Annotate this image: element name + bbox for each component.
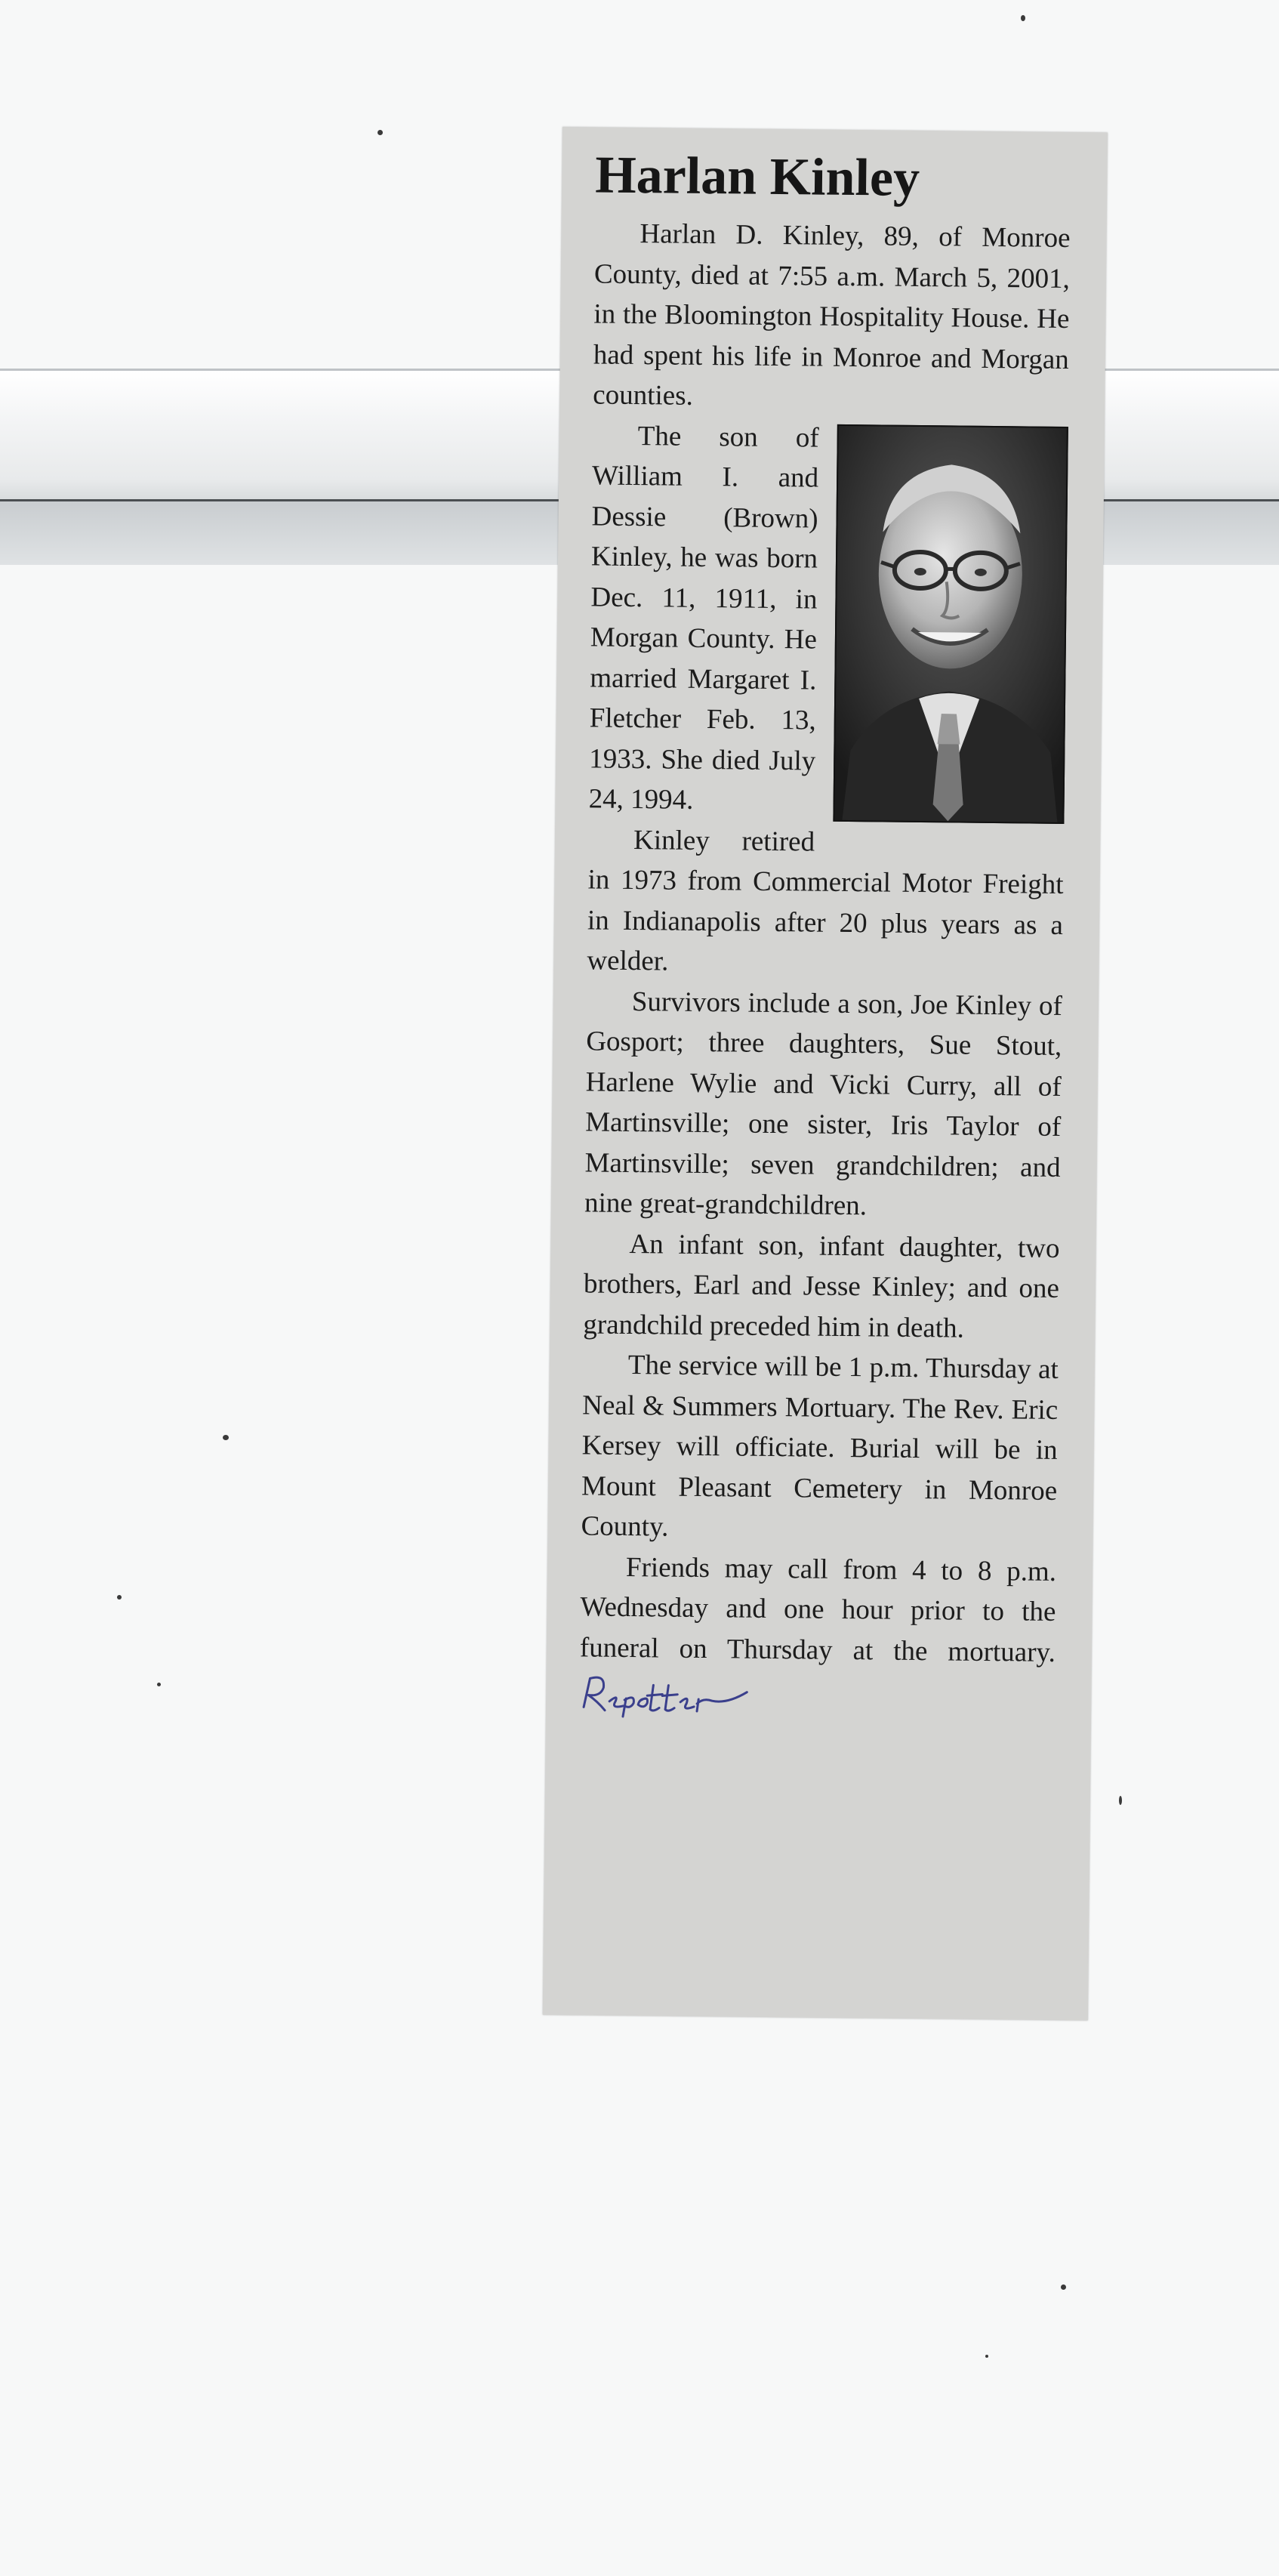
dust-speck — [1021, 15, 1025, 21]
obituary-paragraph-5: An infant son, infant daughter, two brothers, Earl and Jesse Kinley; and one grandchild preceded him in death. — [583, 1228, 1060, 1344]
dust-speck — [157, 1683, 161, 1686]
portrait-photo-image — [834, 425, 1066, 822]
dust-speck — [378, 130, 383, 135]
obituary-headline: Harlan Kinley — [594, 146, 920, 208]
dust-speck — [223, 1435, 229, 1440]
obituary-paragraph-3: Kinley retired in 1973 from Commercial Motor Freight in Indianapolis after 20 plus years as a welder. — [587, 824, 1064, 977]
portrait-photo — [833, 424, 1068, 823]
handwritten-reporter-signature — [579, 1667, 754, 1722]
obituary-paragraph-2: The son of William I. and Dessie (Brown) Kinley, he was born Dec. 11, 1911, in Morgan County. He married Margaret I. Fletcher Feb. 13, 1933. She died July 24, 1994. — [588, 420, 819, 816]
obituary-paragraph-7-text: Friends may call from 4 to 8 p.m. Wednesday and one hour prior to the funeral on Thursday at the mortuary. — [579, 1551, 1057, 1668]
dust-speck — [1061, 2284, 1066, 2290]
obituary-paragraph-6: The service will be 1 p.m. Thursday at Neal & Summers Mortuary. The Rev. Eric Kersey will officiate. Burial will be in Mount Pleasant Cemetery in Monroe County. — [581, 1350, 1059, 1543]
obituary-paragraph-7 — [579, 1547, 1056, 1727]
dust-speck — [985, 2355, 988, 2358]
newspaper-clipping — [543, 127, 1108, 2020]
obituary-paragraph-1: Harlan D. Kinley, 89, of Monroe County, died at 7:55 a.m. March 5, 2001, in the Bloomington Hospitality House. He had spent his life in Monroe and Morgan counties. — [593, 218, 1071, 412]
dust-speck — [1119, 1796, 1122, 1805]
dust-speck — [117, 1595, 122, 1600]
obituary-column — [579, 145, 1071, 1726]
obituary-paragraph-4: Survivors include a son, Joe Kinley of Gosport; three daughters, Sue Stout, Harlene Wylie and Vicki Curry, all of Martinsville; one sister, Iris Taylor of Martinsville; seven grandchildren; and nine great-grandchildren. — [584, 986, 1063, 1222]
